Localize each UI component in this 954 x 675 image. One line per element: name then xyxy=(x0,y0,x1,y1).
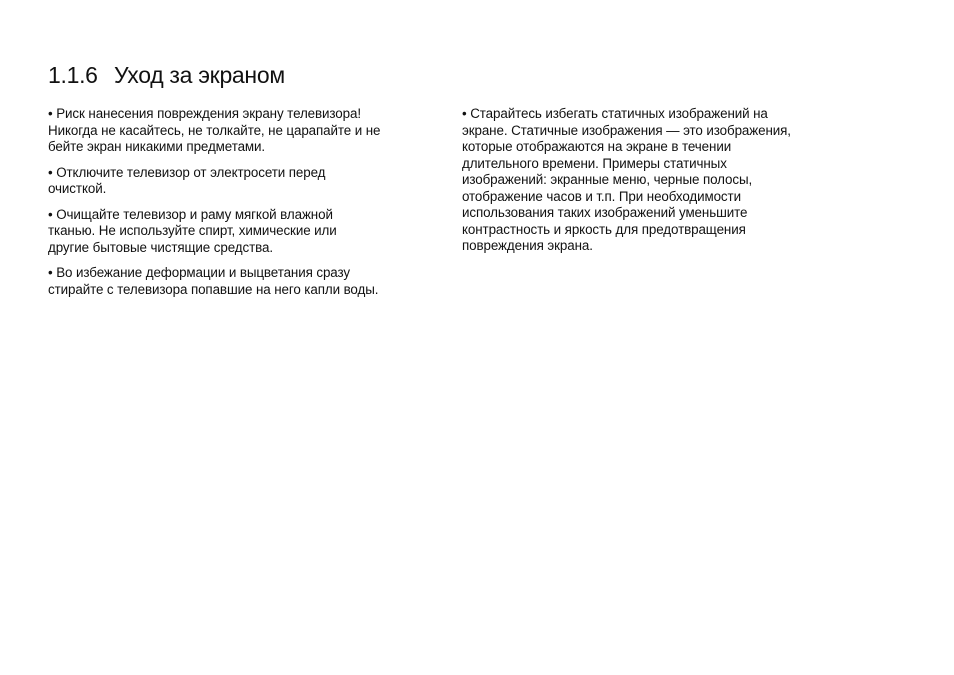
text-line: • Старайтесь избегать статичных изображений на xyxy=(462,106,768,121)
text-line: длительного времени. Примеры статичных xyxy=(462,155,727,171)
text-line: стирайте с телевизора попавшие на него капли воды. xyxy=(48,281,379,297)
text-line: Никогда не касайтесь, не толкайте, не царапайте и не xyxy=(48,122,381,138)
section-number: 1.1.6 xyxy=(48,62,98,88)
left-column xyxy=(48,106,440,307)
text-line: изображений: экранные меню, черные полосы, xyxy=(462,172,753,187)
section-heading xyxy=(48,61,285,89)
text-line: повреждения экрана. xyxy=(462,238,593,253)
paragraph-unplug-before-cleaning xyxy=(48,165,440,198)
paragraph-static-images xyxy=(462,106,854,255)
text-line: другие бытовые чистящие средства. xyxy=(48,239,273,255)
text-line: тканью. Не используйте спирт, химические или xyxy=(48,223,337,238)
text-line: • Риск нанесения повреждения экрану телевизора! xyxy=(48,106,361,121)
text-line: экране. Статичные изображения — это изображения, xyxy=(462,122,791,138)
text-line: контрастность и яркость для предотвращения xyxy=(462,221,746,237)
text-line: использования таких изображений уменьшите xyxy=(462,205,748,220)
right-column xyxy=(462,106,854,264)
paragraph-soft-cloth-cleaning xyxy=(48,207,440,257)
text-line: бейте экран никакими предметами. xyxy=(48,139,266,154)
text-line: • Во избежание деформации и выцветания сразу xyxy=(48,265,350,280)
text-line: • Очищайте телевизор и раму мягкой влажной xyxy=(48,206,333,222)
text-line: очисткой. xyxy=(48,181,107,196)
paragraph-screen-damage-warning xyxy=(48,106,440,156)
text-line: которые отображаются на экране в течении xyxy=(462,139,732,154)
paragraph-water-drops xyxy=(48,265,440,298)
section-title: Уход за экраном xyxy=(114,62,285,88)
text-line: • Отключите телевизор от электросети перед xyxy=(48,164,326,180)
text-line: отображение часов и т.п. При необходимости xyxy=(462,188,741,204)
